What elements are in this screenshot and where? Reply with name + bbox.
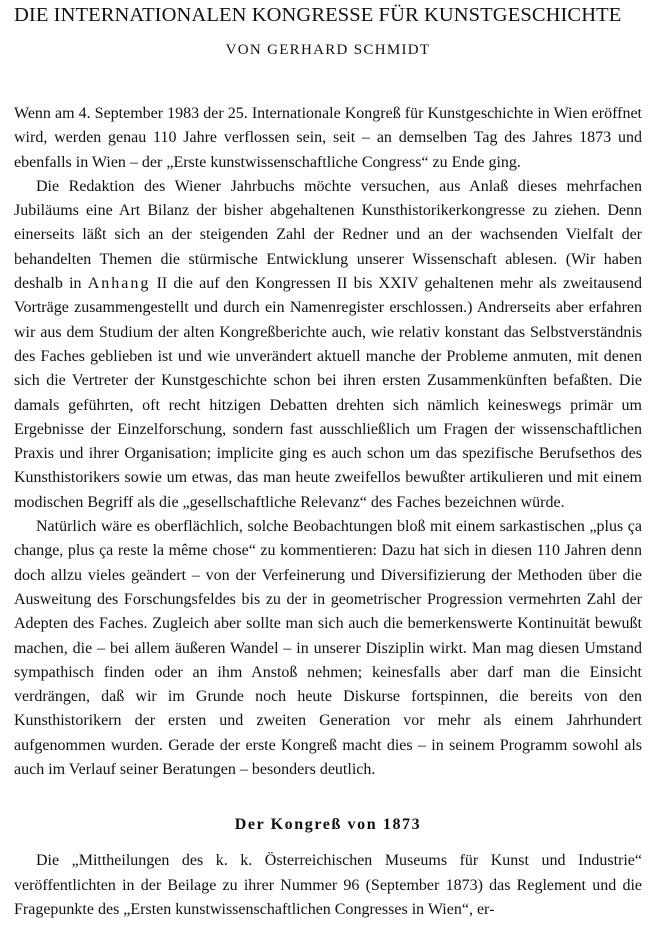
document-page: [14, 0, 642, 922]
article-title: DIE INTERNATIONALEN KONGRESSE FÜR KUNSTGESCHICHTE: [14, 4, 622, 26]
appendix-reference: Anhang: [87, 275, 151, 293]
paragraph-2-start: Die Redaktion des Wiener Jahrbuchs möchte versuchen, aus Anlaß dieses mehrfachen Jubiläums eine Art Bilanz der bisher abgehaltenen Kunsthistorikerkongresse zu ziehen. Denn einerseits läßt sich an der steigenden Zahl der Redner und an der wachsenden Vielfalt der behandelten Themen die stürmische Entwicklung unserer Wissenschaft ablesen. (Wir haben deshalb in: [14, 177, 642, 293]
paragraph-2: [14, 175, 642, 515]
paragraph-4: Die „Mittheilungen des k. k. Österreichischen Museums für Kunst und Industrie“ veröffentlichten in der Beilage zu ihrer Nummer 96 (September 1873) das Reglement und die Fragepunkte des „Ersten kunstwissenschaftlichen Congresses in Wien“, er-: [14, 852, 642, 918]
article-author: VON GERHARD SCHMIDT: [225, 42, 431, 58]
paragraph-3: Natürlich wäre es oberflächlich, solche Beobachtungen bloß mit einem sarkastischen „plus ça change, plus ça reste la même chose“ zu kommentieren: Dazu hat sich in diesen 110 Jahren denn doch allzu vieles geändert – von der Verfeinerung und Diversifizierung der Methoden über die Ausweitung des Forschungsfeldes bis zu der in geometrischer Progression vermehrten Zahl der Adepten des Faches. Zugleich aber sollte man sich auch die bemerkenswerte Kontinuität bewußt machen, die – bei allem äußeren Wandel – in unserer Disziplin wirkt. Man mag diesen Umstand sympathisch finden oder an ihm Anstoß nehmen; keinesfalls aber darf man die Einsicht verdrängen, daß wir im Grunde noch heute Diskurse fortspinnen, die bereits von den Kunsthistorikern der ersten und zweiten Generation vor mehr als einem Jahrhundert aufgenommen wurden. Gerade der erste Kongreß macht dies – in seinem Programm sowohl als auch im Verlauf seiner Beratungen – besonders deutlich.: [14, 518, 642, 779]
paragraph-2-end: II die auf den Kongressen II bis XXIV gehaltenen mehr als zweitausend Vorträge zusammengestellt und durch ein Namenregister erschlossen.) Andrerseits aber erfahren wir aus dem Studium der alten Kongreßberichte auch, wie relativ konstant das Selbstverständnis des Faches geblieben ist und wie unverändert aktuell manche der Probleme anmuten, mit denen sich die Vertreter der Kunstgeschichte schon bei ihren ersten Zusammenkünften befaßten. Die damals geführten, oft recht hitzigen Debatten drehten sich nämlich keineswegs primär um Ergebnisse der Einzelforschung, sondern fast ausschließlich um Fragen der wissenschaftlichen Praxis und ihrer Organisation; implicite ging es auch schon um das spezifische Berufsethos des Kunsthistorikers sowie um etwas, das man heute zweifellos bewußter artikulieren und mit einem modischen Begriff als die „gesellschaftliche Relevanz“ des Faches bezeichnen würde.: [14, 275, 643, 511]
paragraph-1: Wenn am 4. September 1983 der 25. Internationale Kongreß für Kunstgeschichte in Wien eröffnet wird, werden genau 110 Jahre verflossen sein, seit – an demselben Tag des Jahres 1873 und ebenfalls in Wien – der „Erste kunstwissenschaftliche Congress“ zu Ende ging.: [14, 105, 642, 171]
article-body: [14, 102, 642, 922]
section-heading: Der Kongreß von 1873: [234, 816, 422, 834]
